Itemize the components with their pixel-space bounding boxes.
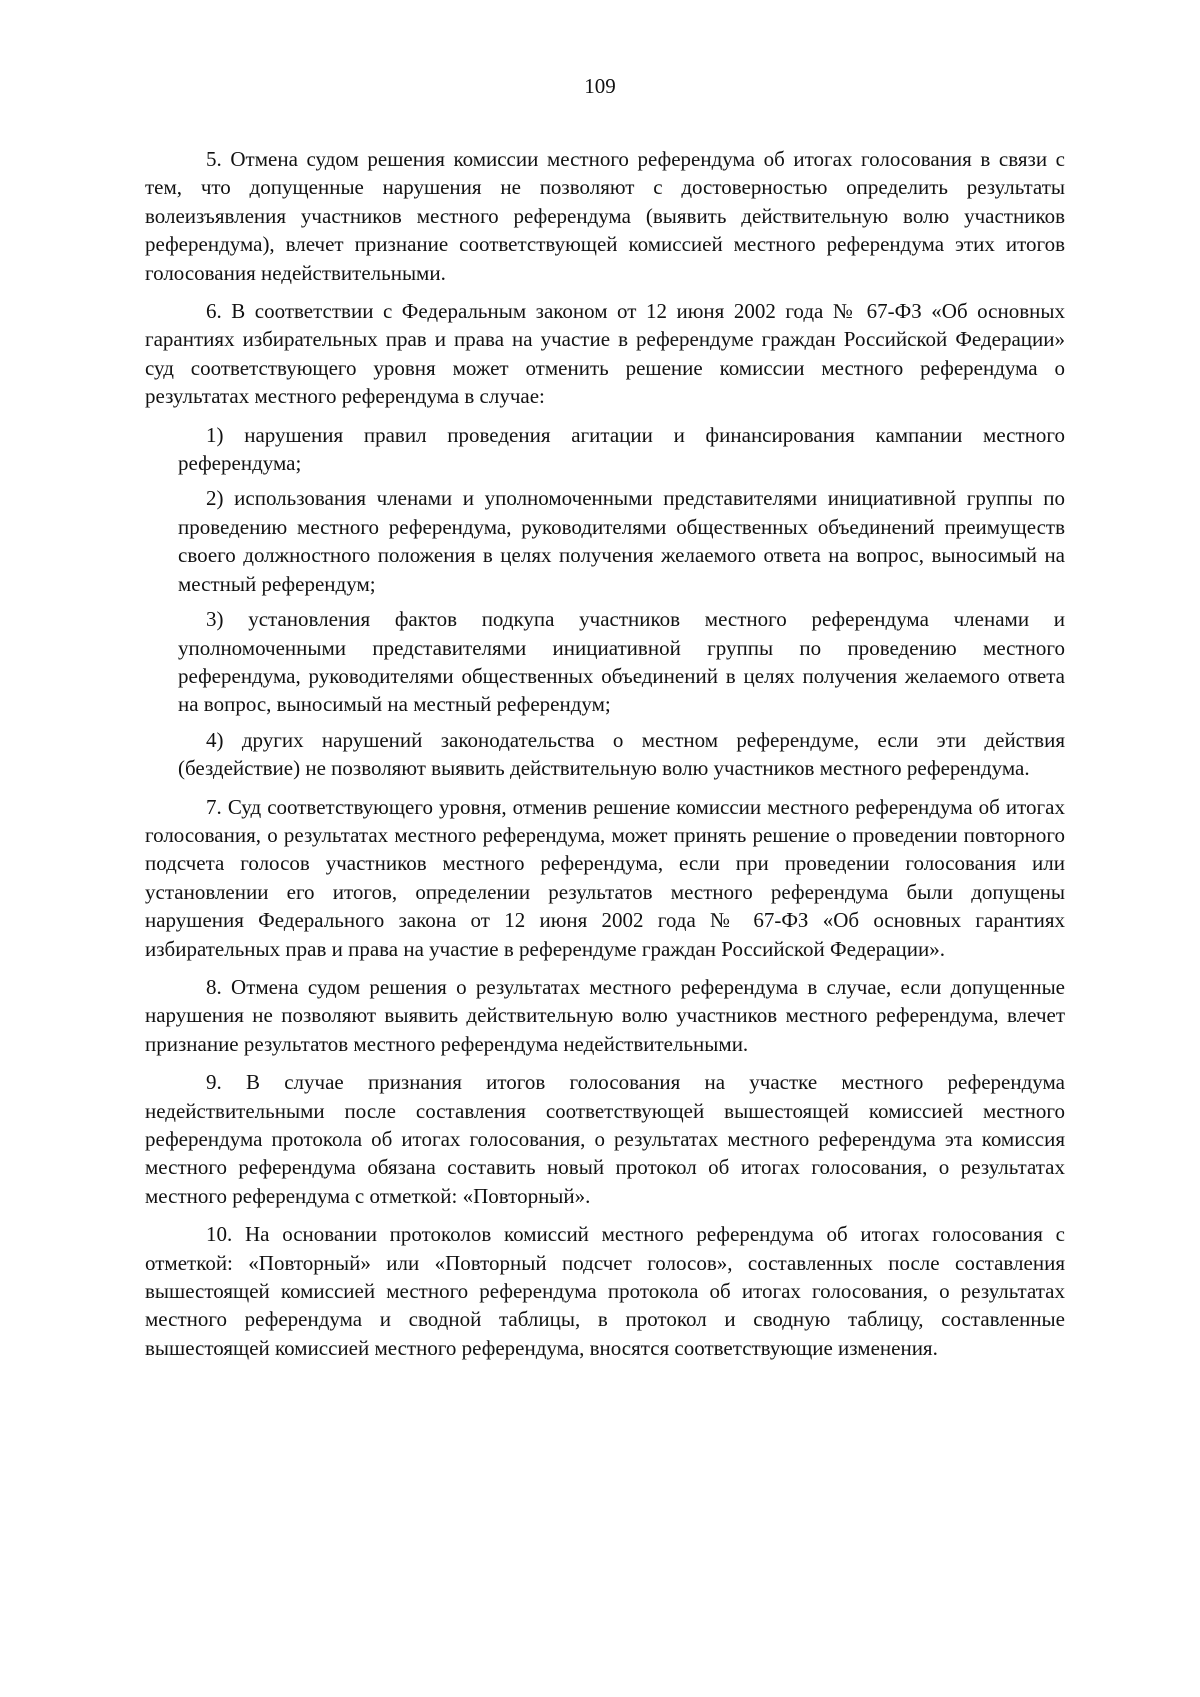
paragraph-number: 9. [206,1070,222,1095]
paragraph-8 [145,973,1065,1058]
list-item-4 [178,726,1065,783]
paragraph-5 [145,145,1065,287]
paragraph-number: 7. [206,794,222,819]
list-item-1 [178,421,1065,478]
list-item-text: использования членами и уполномоченными представителями инициативной группы по проведению местного референдума, руководителями общественных объединений преимуществ своего должностного положения в целях получения желаемого ответа на вопрос, выносимый на местный референдум; [178,486,1066,596]
paragraph-9 [145,1068,1065,1210]
list-item-number: 2) [206,486,224,511]
paragraph-number: 5. [206,147,222,171]
list-item-number: 3) [206,607,224,632]
list-item-text: нарушения правил проведения агитации и финансирования кампании местного референдума; [178,422,1066,476]
paragraph-text: В случае признания итогов голосования на участке местного референдума недействительными после составления соответствующей вышестоящей комиссией местного референдума протокола об итогах голосования, о результатах местного референдума эта комиссия местного референдума обязана составить новый протокол об итогах голосования, о результатах местного референдума с отметкой: «Повторный». [145,1070,1065,1208]
list-item-3 [178,605,1065,719]
paragraph-text: Суд соответствующего уровня, отменив решение комиссии местного референдума об итогах голосования, о результатах местного референдума, может принять решение о проведении повторного подсчета голосов участников местного референдума, если при проведении голосования или установлении его итогов, определении результатов местного референдума были допущены нарушения Федерального закона от 12 июня 2002 года № 67-ФЗ «Об основных гарантиях избирательных прав и права на участие в референдуме граждан Российской Федерации». [145,794,1065,961]
page-number: 109 [584,74,616,98]
list-item-text: других нарушений законодательства о местном референдуме, если эти действия (бездействие) не позволяют выявить действительную волю участников местного референдума. [178,727,1065,781]
list-item-2 [178,484,1065,598]
paragraph-number: 10. [206,1222,233,1247]
paragraph-number: 8. [206,974,222,999]
paragraph-text: Отмена судом решения комиссии местного референдума об итогах голосования в связи с тем, что допущенные нарушения не позволяют с достоверностью определить результаты волеизъявления участников местного референдума (выявить действительную волю участников референдума), влечет признание соответствующей комиссией местного референдума этих итогов голосования недействительными. [145,147,1066,285]
paragraph-10 [145,1220,1065,1362]
paragraph-7 [145,793,1065,963]
paragraph-6 [145,297,1065,411]
list-item-number: 1) [206,422,224,447]
document-body [145,145,1065,1372]
list-item-text: установления фактов подкупа участников местного референдума членами и уполномоченными представителями инициативной группы по проведению местного референдума, руководителями общественных объединений в целях получения желаемого ответа на вопрос, выносимый на местный референдум; [178,607,1066,717]
paragraph-number: 6. [206,299,222,324]
paragraph-text: Отмена судом решения о результатах местного референдума в случае, если допущенные нарушения не позволяют выявить действительную волю участников местного референдума, влечет признание результатов местного референдума недействительными. [145,974,1065,1056]
paragraph-text: В соответствии с Федеральным законом от 12 июня 2002 года № 67-ФЗ «Об основных гарантиях избирательных прав и права на участие в референдуме граждан Российской Федерации» суд соответствующего уровня может отменить решение комиссии местного референдума о результатах местного референдума в случае: [145,299,1065,409]
paragraph-text: На основании протоколов комиссий местного референдума об итогах голосования с отметкой: «Повторный» или «Повторный подсчет голосов», составленных после составления вышестоящей комиссией местного референдума протокола об итогах голосования, о результатах местного референдума и сводной таблицы, в протокол и сводную таблицу, составленные вышестоящей комиссией местного референдума, вносятся соответствующие изменения. [145,1222,1065,1360]
list-item-number: 4) [206,727,224,752]
